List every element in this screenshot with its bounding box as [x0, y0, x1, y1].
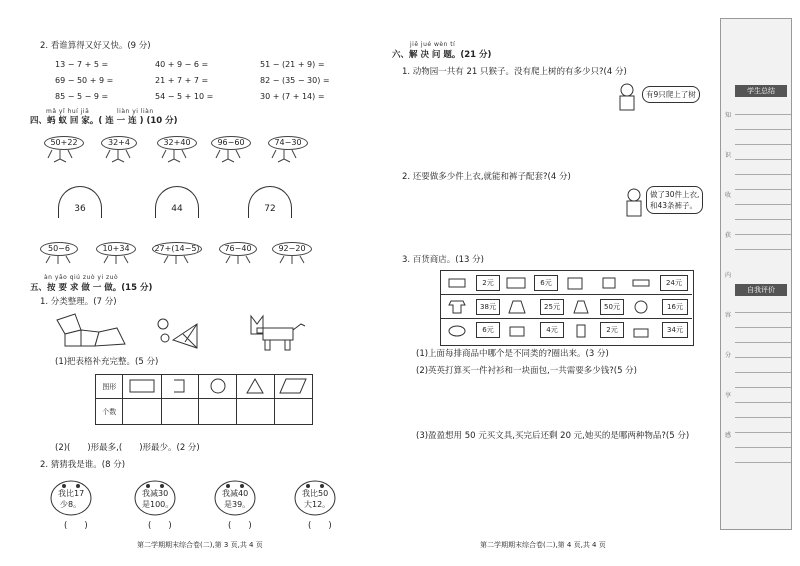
writing-line[interactable]	[735, 159, 791, 160]
home-number: 36	[74, 204, 86, 214]
s5-q1-title: 1. 分类整理。(7 分)	[40, 297, 117, 307]
writing-line[interactable]	[735, 234, 791, 235]
ant-home	[248, 186, 292, 214]
side-vertical-text	[722, 110, 734, 470]
s6-q1: 1. 动物园一共有 21 只猴子。没有爬上树的有多少只?(4 分)	[402, 67, 627, 77]
writing-line[interactable]	[735, 432, 791, 433]
price-tag: 6元	[476, 322, 500, 338]
q2-title: 2. 看谁算得又好又快。(9 分)	[40, 41, 151, 51]
triangle-fish-figure	[155, 314, 215, 350]
egg-face-icon	[292, 478, 338, 518]
shape-count-table	[95, 374, 313, 425]
s6-q2: 2. 还要做多少件上衣,就能和裤子配套?(4 分)	[402, 172, 571, 182]
circle-icon	[208, 377, 228, 395]
writing-line[interactable]	[735, 249, 791, 250]
pencil-box-icon	[506, 276, 526, 290]
dress-icon	[572, 299, 590, 315]
answer-blank[interactable]: ( )	[64, 521, 88, 531]
ant-expression[interactable]: 76−40	[219, 242, 257, 256]
guess-line1: 我减30	[142, 489, 169, 498]
guess-line2: 少8。	[60, 500, 82, 509]
side-char: 识	[724, 152, 731, 159]
zookeeper-icon	[614, 82, 640, 112]
rectangle-cell	[123, 375, 161, 399]
s4-pinyin-b: liàn yi liàn	[117, 108, 154, 115]
writing-line[interactable]	[735, 129, 791, 130]
summary-lines	[735, 104, 791, 250]
shirt-icon	[448, 299, 466, 315]
s4-pinyin-a: mǎ yǐ huí jiā	[46, 108, 90, 115]
s6-pinyin: jiě jué wèn tí	[410, 41, 456, 48]
ant-expression[interactable]: 96−60	[211, 136, 251, 150]
table-row-label: 图形	[96, 375, 123, 399]
s5-q1-part1: (1)把表格补充完整。(5 分)	[55, 357, 159, 367]
side-char: 分	[724, 352, 731, 359]
equation: 30 + (7 + 14) =	[260, 92, 325, 101]
square-cell	[161, 375, 199, 399]
schoolbag-icon	[566, 276, 584, 290]
writing-line[interactable]	[735, 402, 791, 403]
equation: 21 + 7 + 7 =	[155, 76, 209, 85]
speech-bubble	[646, 186, 703, 214]
writing-line[interactable]	[735, 357, 791, 358]
triangle-icon	[245, 377, 265, 395]
writing-line[interactable]	[735, 342, 791, 343]
count-cell[interactable]	[123, 399, 161, 425]
table-row-label: 个数	[96, 399, 123, 425]
price-tag: 4元	[540, 322, 564, 338]
eraser-icon	[448, 276, 466, 290]
triangle-cell	[236, 375, 274, 399]
right-page-footer: 第二学期期末综合卷(二),第 4 页,共 4 页	[480, 541, 606, 549]
ant-expression[interactable]: 50−6	[40, 242, 78, 256]
circle-cell	[199, 375, 237, 399]
price-tag: 38元	[476, 299, 500, 315]
tangram-figure	[55, 312, 135, 352]
s6-q3-part3: (3)盈盈想用 50 元买文具,买完后还剩 20 元,她买的是哪两种物品?(5 分)	[416, 431, 690, 441]
stationery-icon	[632, 276, 650, 290]
tailor-icon	[622, 188, 646, 218]
price-tag: 16元	[662, 299, 688, 315]
square-bracket-icon	[170, 378, 190, 394]
ant-home	[155, 186, 199, 214]
hat-icon	[632, 299, 650, 315]
ant-legs-row	[40, 254, 320, 268]
bubble-line: 做了30件上衣,	[650, 190, 700, 199]
writing-line[interactable]	[735, 144, 791, 145]
ant-expression[interactable]: 74−30	[268, 136, 308, 150]
speech-bubble: 有9只爬上了树	[642, 86, 700, 103]
writing-line[interactable]	[735, 114, 791, 115]
drink-bottle-icon	[572, 323, 590, 339]
section-4-title: 四、蚂 蚁 回 家。( 连 一 连 ) (10 分)	[30, 116, 178, 126]
guess-line2: 是100。	[142, 500, 174, 509]
s5-q2-title: 2. 猜猜我是谁。(8 分)	[40, 460, 126, 470]
section-5-title: 五、按 要 求 做 一 做。(15 分)	[30, 283, 153, 293]
section-6-title: 六、解 决 问 题。(21 分)	[392, 50, 492, 60]
guess-line2: 大12。	[304, 500, 331, 509]
side-char: 收	[724, 192, 731, 199]
snack-box-icon	[508, 323, 526, 339]
writing-line[interactable]	[735, 174, 791, 175]
s6-q3-part1: (1)上面每排商品中哪个是不同类的?圈出来。(3 分)	[416, 349, 609, 359]
equation: 85 − 5 − 9 =	[55, 92, 109, 101]
price-tag: 2元	[476, 275, 500, 291]
s6-q3: 3. 百货商店。(13 分)	[402, 255, 484, 265]
writing-line[interactable]	[735, 372, 791, 373]
parallelogram-cell	[274, 375, 312, 399]
count-cell[interactable]	[161, 399, 199, 425]
cake-icon	[632, 323, 650, 339]
side-char: 感	[724, 432, 731, 439]
side-char: 知	[724, 112, 731, 119]
egg-face-icon	[48, 478, 94, 518]
grid-divider	[440, 318, 692, 319]
price-tag: 25元	[540, 299, 564, 315]
robot-dog-figure	[245, 312, 315, 352]
ant-expression[interactable]: 27+(14−5)	[152, 242, 202, 256]
sharpener-icon	[600, 276, 618, 290]
equation: 40 + 9 − 6 =	[155, 60, 209, 69]
home-number: 44	[171, 204, 183, 214]
guess-line1: 我比17	[58, 489, 85, 498]
s6-q3-part2: (2)英英打算买一件衬衫和一块面包,一共需要多少钱?(5 分)	[416, 366, 637, 376]
s5-q1-part2: (2)( )形最多,( )形最少。(2 分)	[55, 443, 200, 453]
writing-line[interactable]	[735, 327, 791, 328]
answer-blank[interactable]: ( )	[228, 521, 252, 531]
ant-expression[interactable]: 92−20	[272, 242, 312, 256]
price-tag: 24元	[660, 275, 688, 291]
writing-line[interactable]	[735, 312, 791, 313]
ant-expression[interactable]: 32+40	[157, 136, 197, 150]
price-tag: 6元	[534, 275, 558, 291]
side-char: 享	[724, 392, 731, 399]
count-cell[interactable]	[236, 399, 274, 425]
writing-line[interactable]	[735, 462, 791, 463]
guess-line1: 我比50	[302, 489, 329, 498]
writing-line[interactable]	[735, 387, 791, 388]
writing-line[interactable]	[735, 417, 791, 418]
answer-blank[interactable]: ( )	[148, 521, 172, 531]
guess-line2: 是39。	[224, 500, 251, 509]
equation: 13 − 7 + 5 =	[55, 60, 109, 69]
writing-line[interactable]	[735, 189, 791, 190]
parallelogram-icon	[279, 377, 307, 395]
equation: 82 − (35 − 30) =	[260, 76, 330, 85]
writing-line[interactable]	[735, 219, 791, 220]
equation: 51 − (21 + 9) =	[260, 60, 325, 69]
self-evaluation-tab: 自我评价	[735, 284, 787, 296]
guess-line1: 我减40	[222, 489, 249, 498]
ant-expression[interactable]: 50+22	[44, 136, 84, 150]
ant-expression[interactable]: 32+4	[101, 136, 137, 150]
equation: 69 − 50 + 9 =	[55, 76, 114, 85]
writing-line[interactable]	[735, 204, 791, 205]
evaluation-lines	[735, 302, 791, 463]
egg-face-icon	[132, 478, 178, 518]
count-cell[interactable]	[274, 399, 312, 425]
egg-face-icon	[212, 478, 258, 518]
count-cell[interactable]	[199, 399, 237, 425]
student-summary-tab: 学生总结	[735, 85, 787, 97]
side-char: 容	[724, 312, 731, 319]
skirt-icon	[508, 299, 526, 315]
writing-line[interactable]	[735, 447, 791, 448]
ant-home	[58, 186, 102, 214]
ant-legs-row	[40, 148, 320, 164]
price-tag: 50元	[600, 299, 624, 315]
grid-divider	[440, 294, 692, 295]
equation: 54 − 5 + 10 =	[155, 92, 214, 101]
side-char: 获	[724, 232, 731, 239]
left-page-footer: 第二学期期末综合卷(二),第 3 页,共 4 页	[137, 541, 263, 549]
price-tag: 34元	[662, 322, 688, 338]
bubble-line: 和43条裤子。	[650, 201, 698, 210]
side-char: 内	[724, 272, 731, 279]
rectangle-icon	[129, 378, 155, 394]
home-number: 72	[264, 204, 276, 214]
ant-expression[interactable]: 10+34	[96, 242, 136, 256]
s5-pinyin: àn yāo qiú zuò yi zuò	[44, 274, 119, 281]
answer-blank[interactable]: ( )	[308, 521, 332, 531]
price-tag: 2元	[600, 322, 624, 338]
bread-icon	[448, 323, 466, 339]
